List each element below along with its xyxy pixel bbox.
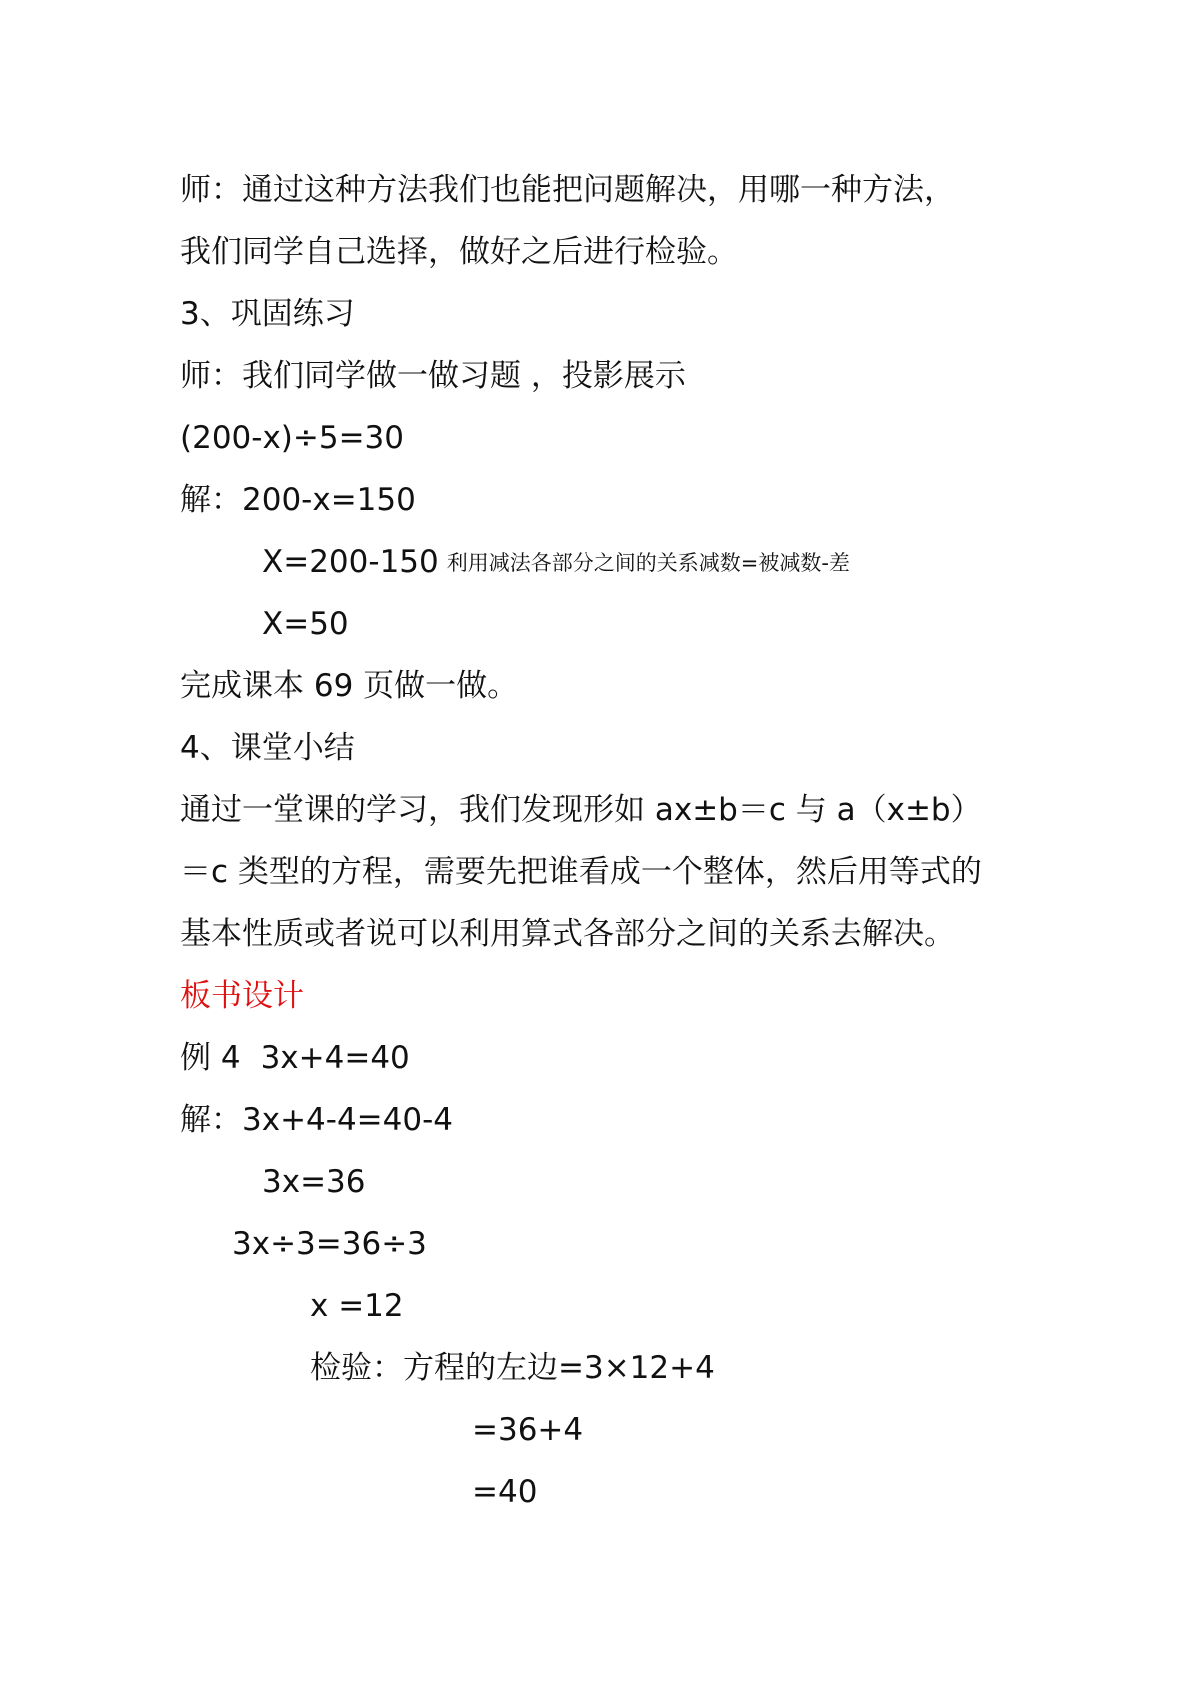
paragraph-line: ＝c 类型的方程，需要先把谁看成一个整体，然后用等式的 [180, 854, 982, 890]
paragraph-line: 师：通过这种方法我们也能把问题解决，用哪一种方法， [180, 172, 955, 208]
solution-line: 解：200-x=150 [180, 482, 416, 518]
example-label: 例 4 [180, 1040, 241, 1076]
section-heading: 4、课堂小结 [180, 730, 355, 766]
paragraph-line: 完成课本 69 页做一做。 [180, 668, 519, 704]
solution-step: X=50 [262, 606, 349, 642]
solution-step: 3x÷3=36÷3 [232, 1226, 427, 1262]
check-step: =40 [472, 1474, 538, 1510]
paragraph-line: 基本性质或者说可以利用算式各部分之间的关系去解决。 [180, 916, 955, 952]
equation-step: X=200-150 [262, 544, 439, 580]
example-line [180, 1038, 410, 1078]
solution-step: x =12 [310, 1288, 404, 1324]
step-annotation: 利用减法各部分之间的关系减数=被减数-差 [446, 551, 850, 575]
check-step: =36+4 [472, 1412, 584, 1448]
paragraph-line: 通过一堂课的学习，我们发现形如 ax±b＝c 与 a（x±b） [180, 792, 982, 828]
equation-line: (200-x)÷5=30 [180, 420, 405, 456]
paragraph-line: 我们同学自己选择，做好之后进行检验。 [180, 234, 738, 270]
solution-line: 解：3x+4-4=40-4 [180, 1102, 454, 1138]
section-heading: 3、巩固练习 [180, 296, 355, 332]
solution-step: 3x=36 [262, 1164, 366, 1200]
solution-step [262, 542, 850, 583]
example-equation: 3x+4=40 [260, 1040, 410, 1076]
check-line: 检验：方程的左边=3×12+4 [310, 1350, 715, 1386]
board-design-heading: 板书设计 [180, 978, 304, 1014]
paragraph-line: 师：我们同学做一做习题 ，投影展示 [180, 358, 686, 394]
